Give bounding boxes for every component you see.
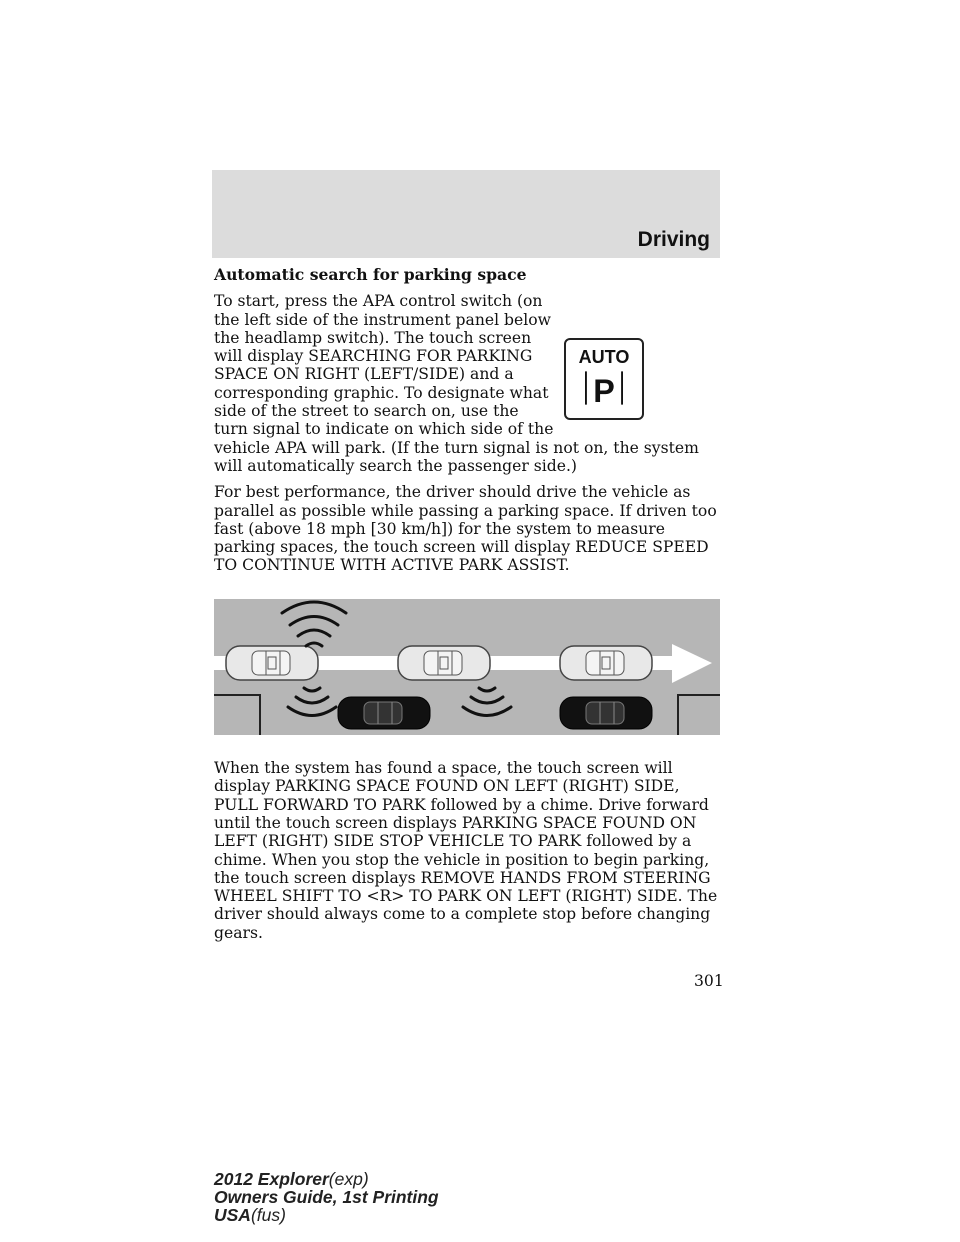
footer-market: USA: [214, 1205, 251, 1225]
apa-icon-label-auto: AUTO: [578, 347, 630, 368]
vehicle-position-3: [560, 646, 652, 680]
parked-car-2: [560, 697, 652, 729]
parked-car-1: [338, 697, 430, 729]
footer-guide: Owners Guide, 1st Printing: [214, 1187, 439, 1207]
section-title: Driving: [637, 228, 710, 251]
vehicle-position-1: [226, 646, 318, 680]
vehicle-position-2: [398, 646, 490, 680]
page-number: 301: [694, 972, 724, 990]
footer-model: 2012 Explorer: [214, 1169, 329, 1189]
footer-market-code: (fus): [250, 1205, 286, 1225]
page-content: [214, 266, 720, 950]
footer-imprint: [214, 1170, 439, 1224]
section-header-band: [212, 170, 720, 258]
apa-icon-label-p: P: [593, 373, 615, 410]
paragraph-1: To start, press the APA control switch (on the left side of the instrument panel below the headlamp switch). The touch screen will display SEARCHING FOR PARKING SPACE ON RIGHT (LEFT/SIDE) and a corresponding graphic. To designate what side of the street to search on, use the turn signal to indicate on which side of the vehicle APA will park. (If the turn signal is not on, the system will automatically search the passenger side.): [214, 292, 699, 475]
subsection-heading: Automatic search for parking space: [214, 265, 527, 284]
apa-switch-icon: [564, 338, 644, 420]
footer-model-code: (exp): [328, 1169, 369, 1189]
paragraph-2: For best performance, the driver should drive the vehicle as parallel as possible while passing a parking space. If driven too fast (above 18 mph [30 km/h]) for the system to measure parking spaces, the touch screen will display REDUCE SPEED TO CONTINUE WITH ACTIVE PARK ASSIST.: [214, 483, 717, 575]
parking-search-diagram: [214, 599, 720, 735]
paragraph-3: When the system has found a space, the touch screen will display PARKING SPACE FOUND ON LEFT (RIGHT) SIDE, PULL FORWARD TO PARK followed by a chime. Drive forward until the touch screen displays PARKING SPACE FOUND ON LEFT (RIGHT) SIDE STOP VEHICLE TO PARK followed by a chime. When you stop the vehicle in position to begin parking, the touch screen displays REMOVE HANDS FROM STEERING WHEEL SHIFT TO <R> TO PARK ON LEFT (RIGHT) SIDE. The driver should always come to a complete stop before changing gears.: [214, 759, 718, 942]
